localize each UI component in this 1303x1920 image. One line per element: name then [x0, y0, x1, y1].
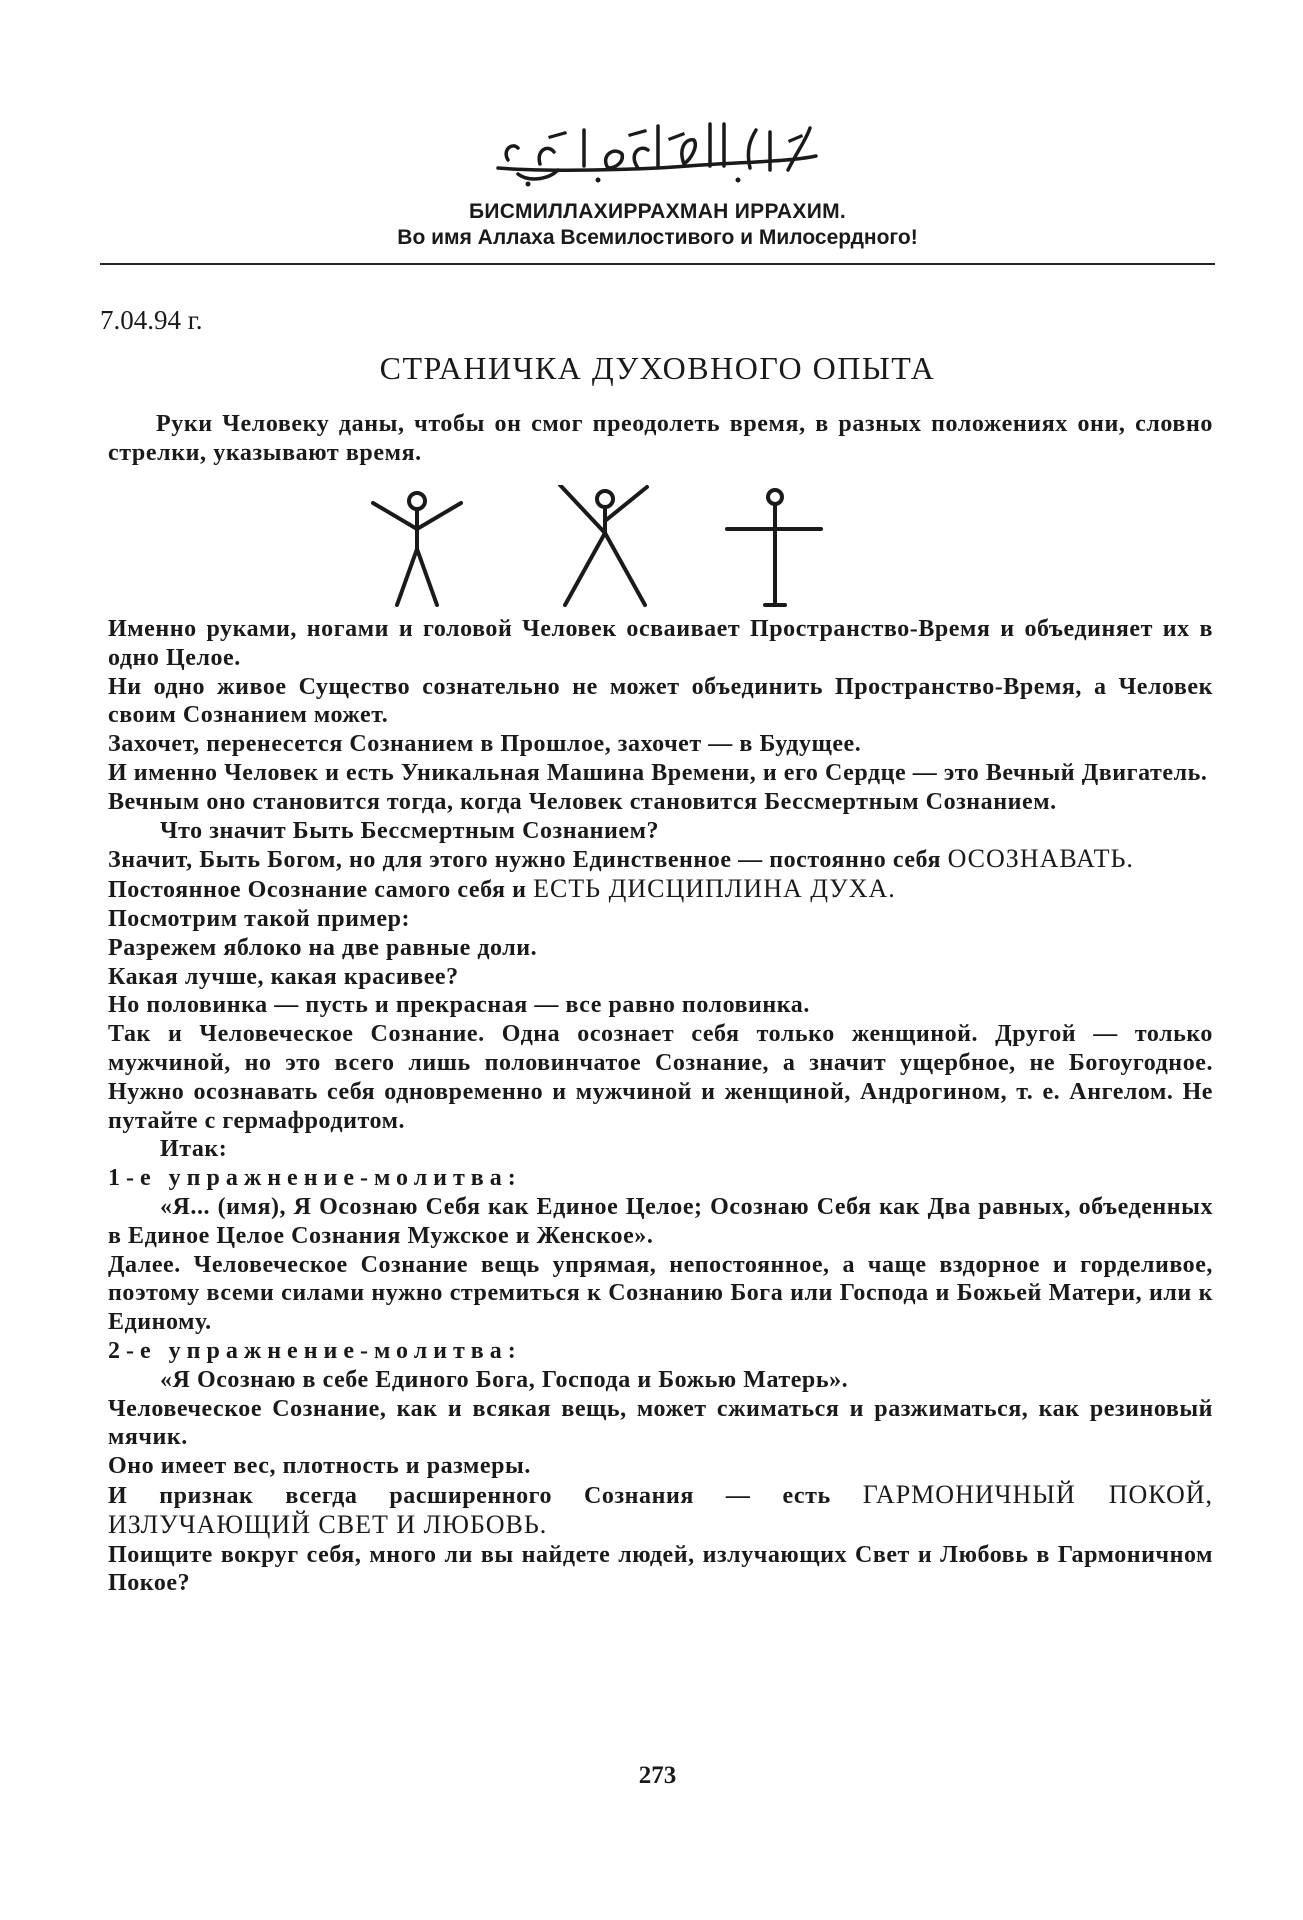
- paragraph: Именно руками, ногами и головой Человек осваивает Пространство-Время и объединяет их в одно Целое.: [108, 616, 1213, 671]
- header-divider: [100, 263, 1215, 265]
- paragraph: Поищите вокруг себя, много ли вы найдете людей, излучающих Свет и Любовь в Гармоничном Покое?: [108, 1541, 1213, 1597]
- paragraph: Человеческое Сознание, как и всякая вещь, может сжиматься и разжиматься, как резиновый мячик.: [108, 1395, 1213, 1451]
- figure-arms-raised-icon: [373, 493, 461, 605]
- header-transliteration: БИСМИЛЛАХИРРАХМАН ИРРАХИМ.: [468, 200, 847, 223]
- prayer-text: «Я Осознаю в себе Единого Бога, Господа и Божью Матерь».: [160, 1366, 849, 1393]
- emphasis-text: ОСОЗНАВАТЬ.: [947, 844, 1134, 874]
- page-title: СТРАНИЧКА ДУХОВНОГО ОПЫТА: [379, 350, 936, 386]
- exercise-heading: 2-е упражнение-молитва:: [108, 1337, 522, 1364]
- page-header: [100, 110, 1215, 250]
- paragraph: Ни одно живое Существо сознательно не может объединить Пространство-Время, а Человек своим Сознанием может.: [108, 673, 1213, 729]
- paragraph: И именно Человек и есть Уникальная Машина Времени, и его Сердце — это Вечный Двигатель.: [108, 759, 1208, 786]
- prayer-text: «Я... (имя), Я Осознаю Себя как Единое Целое; Осознаю Себя как Два равных, объеденных в Единое Целое Сознания Мужское и Женское».: [108, 1193, 1213, 1249]
- emphasis-text: ГАРМОНИЧНЫЙ ПОКОЙ, ИЗЛУЧАЮЩИЙ СВЕТ И ЛЮБОВЬ.: [108, 1479, 1213, 1539]
- paragraph: Какая лучше, какая красивее?: [108, 963, 459, 990]
- page-number: 273: [638, 1762, 677, 1789]
- exercise-heading: 1-е упражнение-молитва:: [108, 1165, 522, 1192]
- text-run: Значит, Быть Богом, но для этого нужно Единственное — постоянно себя: [108, 847, 948, 874]
- basmala-calligraphy: [488, 110, 828, 190]
- paragraph: [108, 1481, 1213, 1541]
- text-run: И признак всегда расширенного Сознания — есть: [108, 1482, 863, 1509]
- header-translation: Во имя Аллаха Всемилостивого и Милосердного!: [397, 226, 918, 249]
- emphasis-text: ЕСТЬ ДИСЦИПЛИНА ДУХА.: [533, 874, 896, 904]
- paragraph: Разрежем яблоко на две равные доли.: [108, 934, 538, 961]
- human-figures-illustration: [355, 485, 825, 610]
- figure-cross-icon: [727, 490, 821, 605]
- paragraph: Вечным оно становится тогда, когда Человек становится Бессмертным Сознанием.: [108, 788, 1057, 815]
- paragraph: Далее. Человеческое Сознание вещь упрямая, непостоянное, а чаще вздорное и горделивое, поэтому всеми силами нужно стремиться к Сознанию Бога или Господа и Божьей Матери, или к Единому.: [108, 1251, 1213, 1336]
- paragraph: [108, 875, 1213, 905]
- figure-x-shape-icon: [560, 485, 647, 605]
- text-run: Постоянное Осознание самого себя и: [108, 877, 534, 904]
- paragraph: Так и Человеческое Сознание. Одна осознает себя только женщиной. Другой — только мужчиной, но это всего лишь половинчатое Сознание, а значит ущербное, не Богоугодное. Нужно осознавать себя одновременно и мужчиной и женщиной, Андрогином, т. е. Ангелом. Не путайте с гермафродитом.: [108, 1021, 1213, 1134]
- entry-date: 7.04.94 г.: [100, 305, 203, 335]
- paragraph: Но половинка — пусть и прекрасная — все равно половинка.: [108, 992, 810, 1019]
- paragraph: Посмотрим такой пример:: [108, 905, 411, 932]
- paragraph: Что значит Быть Бессмертным Сознанием?: [160, 817, 660, 844]
- paragraph: Оно имеет вес, плотность и размеры.: [108, 1453, 531, 1480]
- paragraph: [108, 845, 1213, 875]
- paragraph: Итак:: [160, 1136, 228, 1163]
- paragraph: Захочет, перенесется Сознанием в Прошлое, захочет — в Будущее.: [108, 731, 862, 758]
- intro-paragraph: Руки Человеку даны, чтобы он смог преодолеть время, в разных положениях они, словно стрелки, указывают время.: [108, 411, 1213, 466]
- main-text: [108, 615, 1213, 1598]
